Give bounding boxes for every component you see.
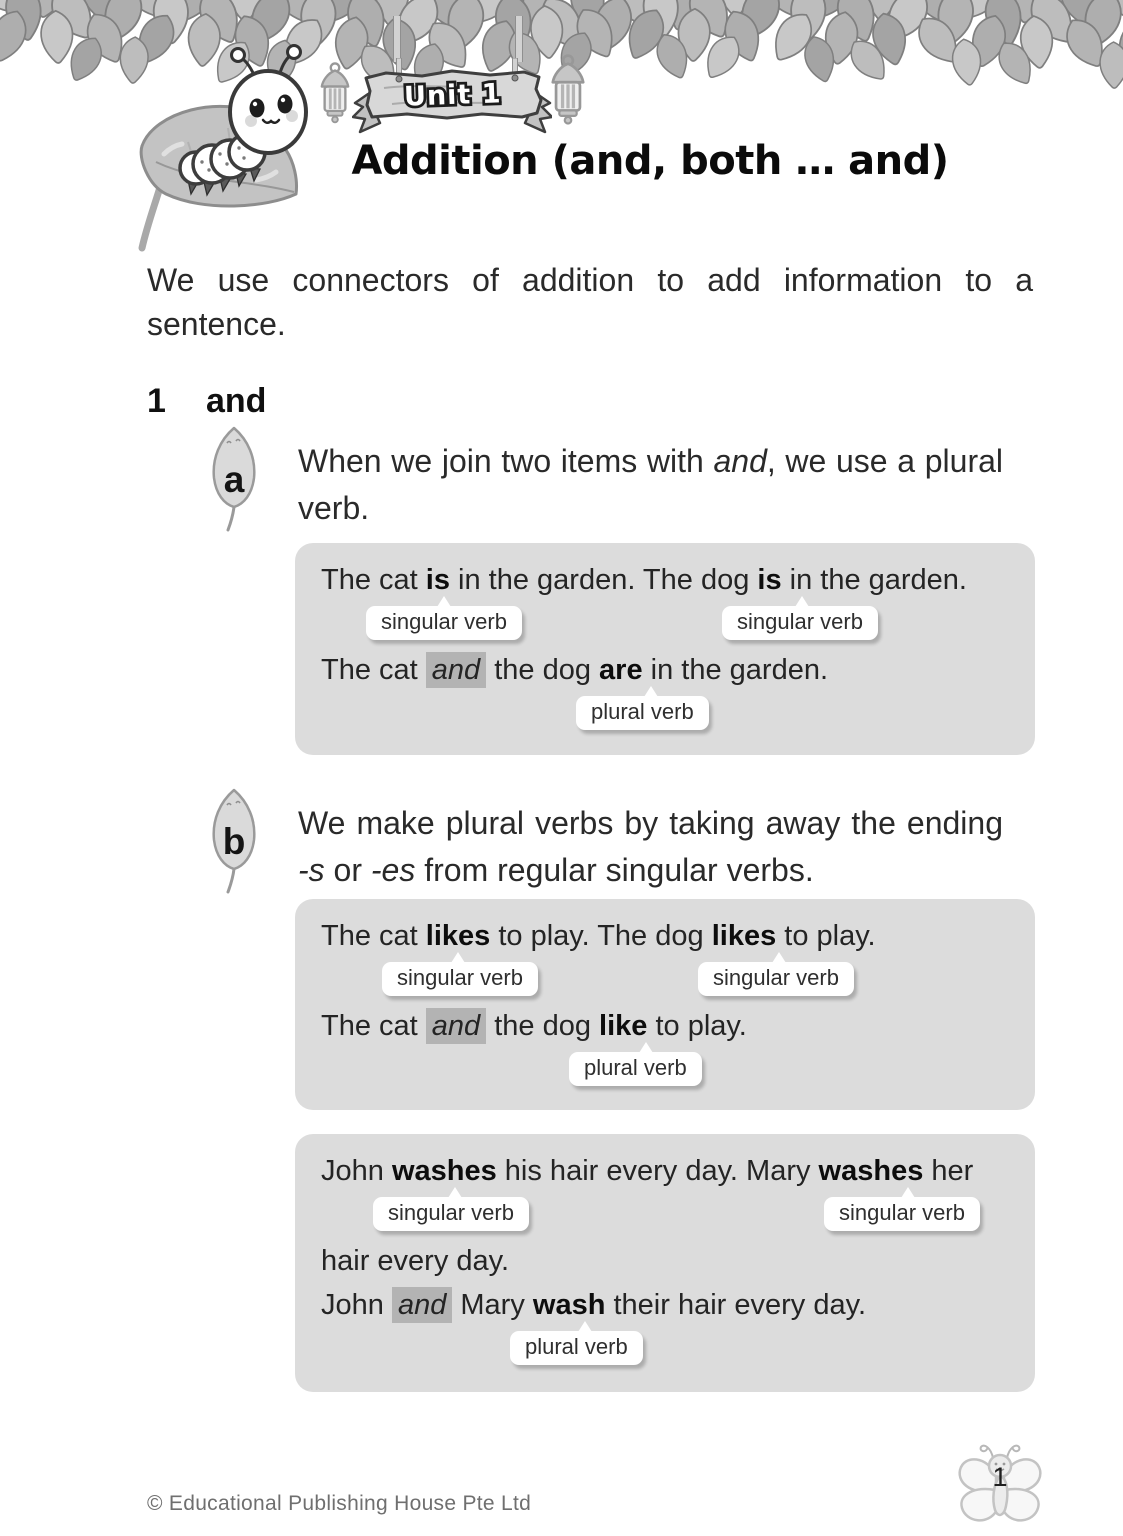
- callout-pointer-icon: [644, 686, 658, 697]
- text-segment: the dog: [486, 1010, 600, 1042]
- verb-label-row: [321, 1196, 1027, 1232]
- callout-label: plural verb: [584, 1055, 687, 1080]
- example-box: [295, 543, 1035, 755]
- text-segment: in the garden.: [642, 654, 829, 686]
- text-segment: Mary: [452, 1289, 533, 1321]
- text-segment: hair every day.: [321, 1245, 510, 1277]
- callout-pointer-icon: [772, 952, 786, 963]
- text-segment: John: [321, 1289, 392, 1321]
- text-segment: The cat: [321, 564, 426, 596]
- leaf-bullet-a: [202, 422, 266, 534]
- lantern-icon: [316, 62, 354, 128]
- verb-type-callout: [382, 962, 538, 996]
- example-box: [295, 899, 1035, 1110]
- text-segment: John: [321, 1155, 392, 1187]
- unit-sign-label: Unit 1: [403, 78, 502, 113]
- text-segment: to play.: [647, 1010, 747, 1042]
- bold-verb: washes: [391, 1155, 497, 1187]
- sign-rope-right-icon: [515, 16, 523, 62]
- intro-paragraph: We use connectors of addition to add information to a sentence.: [147, 262, 1033, 342]
- italic-word: -s: [298, 852, 325, 888]
- point-b-text: [298, 800, 1003, 894]
- rope-hole-icon: [396, 76, 402, 82]
- verb-label-row: [321, 605, 1027, 641]
- example-sentence: [321, 561, 1027, 599]
- text-segment: his hair every day. Mary: [496, 1155, 819, 1187]
- verb-type-callout: [366, 606, 522, 640]
- text-segment: their hair every day.: [605, 1289, 867, 1321]
- example-sentence: [321, 917, 1027, 955]
- highlighted-connector: and: [392, 1287, 452, 1323]
- callout-pointer-icon: [437, 596, 451, 607]
- italic-word: -es: [370, 852, 416, 888]
- example-box: [295, 1134, 1035, 1392]
- text-segment: to play.: [776, 920, 876, 952]
- text-segment: in the garden.: [781, 564, 967, 596]
- text-segment: The cat: [321, 1010, 426, 1042]
- point-a-text: [298, 438, 1003, 532]
- callout-label: singular verb: [381, 609, 507, 634]
- leaf-bullet-b: [202, 784, 266, 896]
- callout-pointer-icon: [578, 1321, 592, 1332]
- callout-pointer-icon: [639, 1042, 653, 1053]
- verb-type-callout: [576, 696, 709, 730]
- copyright-notice: © Educational Publishing House Pte Ltd: [147, 1492, 532, 1515]
- example-sentence: [321, 1242, 1027, 1280]
- callout-label: singular verb: [388, 1200, 514, 1225]
- callout-label: singular verb: [839, 1200, 965, 1225]
- verb-label-row: [321, 1051, 1027, 1087]
- text-segment: to play. The dog: [490, 920, 712, 952]
- text-segment: the dog: [486, 654, 600, 686]
- callout-label: singular verb: [713, 965, 839, 990]
- text-segment: in the garden. The dog: [449, 564, 758, 596]
- text-segment: her: [923, 1155, 974, 1187]
- verb-type-callout: [510, 1331, 643, 1365]
- bold-verb: is: [757, 564, 782, 596]
- section-heading: [147, 382, 266, 421]
- verb-type-callout: [824, 1197, 980, 1231]
- bold-verb: likes: [425, 920, 491, 952]
- example-sentence: [321, 1007, 1027, 1045]
- example-sentence: [321, 651, 1027, 689]
- caterpillar-illustration: [108, 42, 308, 257]
- lantern-icon: [546, 54, 590, 130]
- section-number: 1: [147, 382, 166, 420]
- rope-hole-icon: [512, 75, 518, 81]
- verb-type-callout: [722, 606, 878, 640]
- bullet-letter: b: [222, 821, 246, 862]
- page-number-badge: [950, 1434, 1050, 1536]
- callout-pointer-icon: [448, 1187, 462, 1198]
- page-number: 1: [992, 1462, 1008, 1492]
- text-segment: from regular singular verbs.: [415, 852, 814, 888]
- text-segment: or: [324, 852, 371, 888]
- text-segment: We make plural verbs by taking away the ending: [298, 805, 1003, 841]
- italic-word: and: [713, 443, 767, 479]
- highlighted-connector: and: [426, 1008, 486, 1044]
- antenna-ball-icon: [288, 46, 301, 59]
- example-sentence: [321, 1286, 1027, 1324]
- unit-sign: [352, 58, 552, 150]
- page-title: Addition (and, both … and): [351, 138, 949, 184]
- bullet-letter: a: [223, 459, 245, 500]
- bold-verb: likes: [711, 920, 777, 952]
- bold-verb: are: [599, 654, 643, 686]
- bold-verb: washes: [818, 1155, 924, 1187]
- callout-label: singular verb: [397, 965, 523, 990]
- bold-verb: is: [425, 564, 450, 596]
- section-name: and: [206, 382, 267, 420]
- verb-type-callout: [698, 962, 854, 996]
- verb-type-callout: [373, 1197, 529, 1231]
- highlighted-connector: and: [426, 652, 486, 688]
- verb-label-row: [321, 695, 1027, 731]
- callout-pointer-icon: [795, 596, 809, 607]
- antenna-ball-icon: [232, 49, 245, 62]
- sign-rope-left-icon: [393, 16, 401, 62]
- text-segment: When we join two items with: [298, 443, 714, 479]
- text-segment: The cat: [321, 920, 426, 952]
- example-sentence: [321, 1152, 1027, 1190]
- text-segment: , we use a plural verb.: [298, 443, 1004, 526]
- bold-verb: wash: [532, 1289, 606, 1321]
- callout-label: plural verb: [525, 1334, 628, 1359]
- callout-pointer-icon: [451, 952, 465, 963]
- text-segment: The cat: [321, 654, 426, 686]
- verb-label-row: [321, 961, 1027, 997]
- callout-pointer-icon: [901, 1187, 915, 1198]
- bold-verb: like: [599, 1010, 648, 1042]
- callout-label: plural verb: [591, 699, 694, 724]
- verb-type-callout: [569, 1052, 702, 1086]
- callout-label: singular verb: [737, 609, 863, 634]
- verb-label-row: [321, 1330, 1027, 1366]
